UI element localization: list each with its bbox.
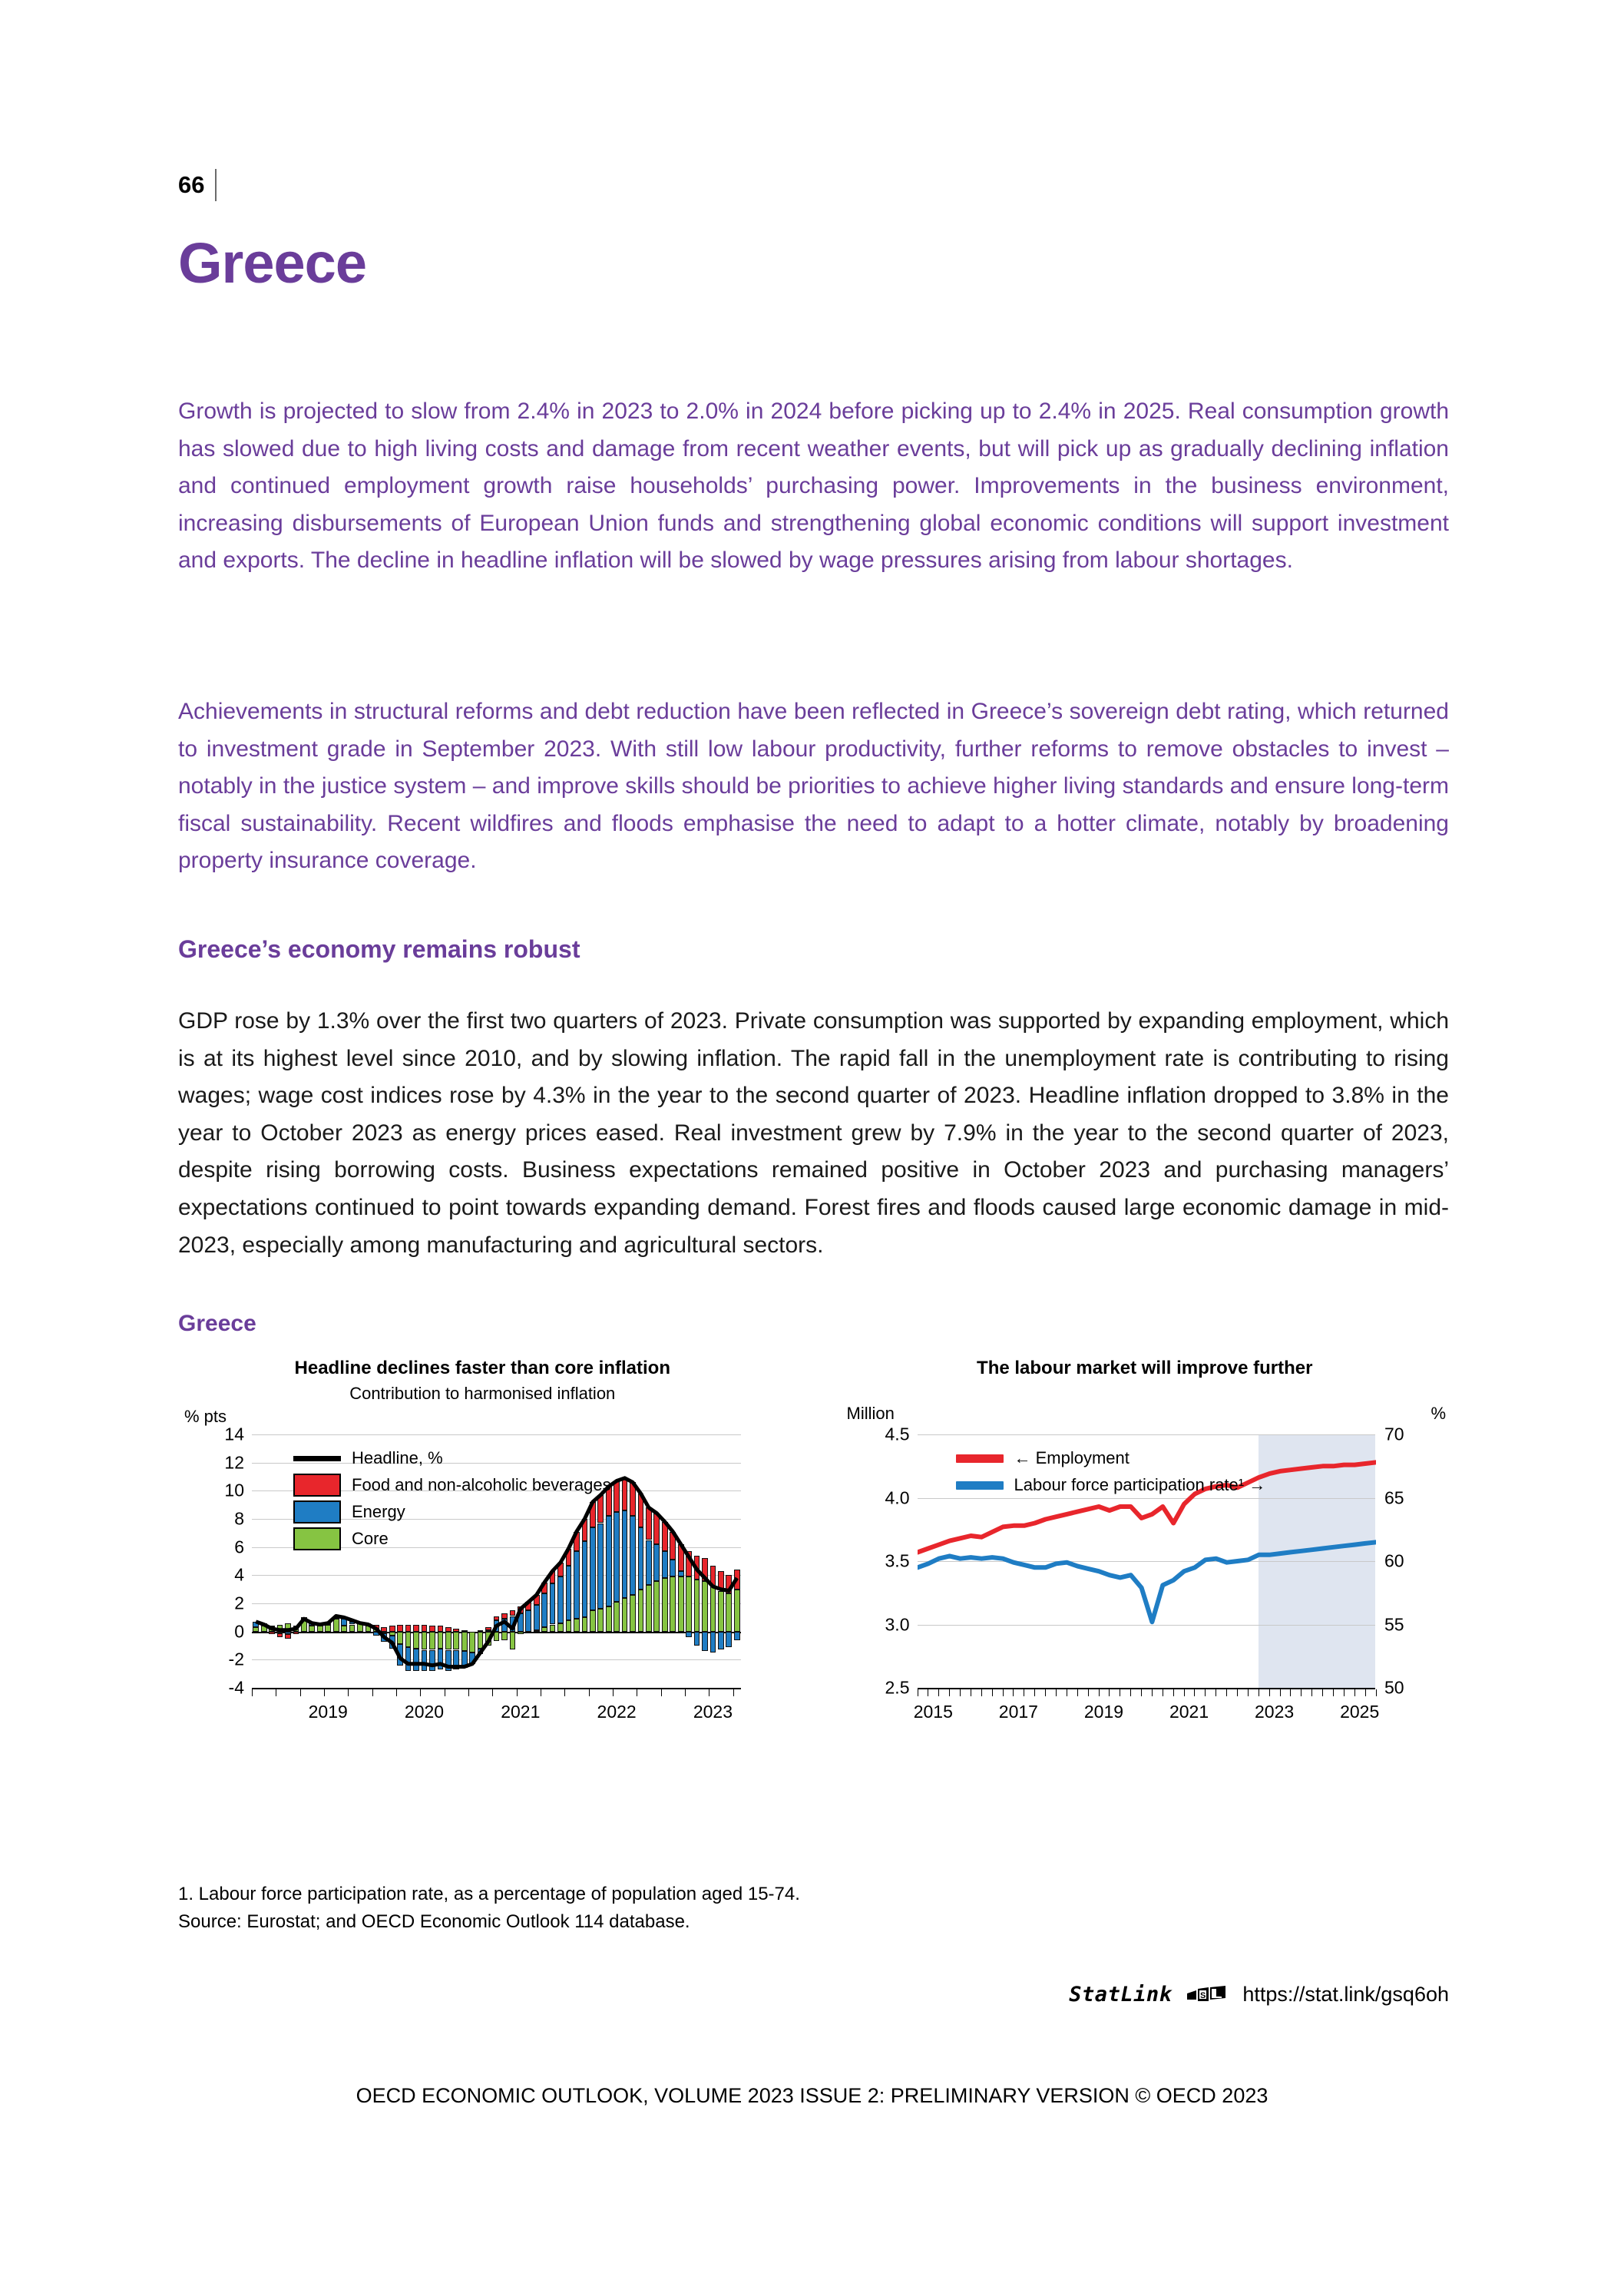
chart-inflation-legend <box>293 1448 611 1556</box>
x-axis-tick <box>1077 1689 1078 1696</box>
x-axis-tick <box>733 1689 734 1696</box>
chart-inflation-yunit: % pts <box>184 1407 227 1426</box>
y-axis-tick-label: -4 <box>228 1677 244 1698</box>
x-axis-tick <box>372 1689 373 1696</box>
legend-label: Labour force participation rate¹ → <box>1014 1475 1266 1494</box>
x-axis-tick <box>1013 1689 1014 1696</box>
x-axis-tick <box>1045 1689 1046 1696</box>
x-axis-tick-label: 2020 <box>404 1702 445 1722</box>
legend-item <box>956 1475 1266 1495</box>
x-axis-tick <box>1311 1689 1312 1696</box>
legend-line-swatch <box>293 1456 341 1461</box>
x-axis-tick-label: 2015 <box>913 1702 953 1722</box>
x-axis-tick <box>1248 1689 1249 1696</box>
x-axis-tick <box>517 1689 518 1696</box>
x-axis-tick <box>613 1689 614 1696</box>
page-number: 66 <box>178 171 205 198</box>
x-axis-tick <box>1365 1689 1366 1696</box>
intro-paragraph-1: Growth is projected to slow from 2.4% in 2023 to 2.0% in 2024 before picking up to 2.4% in 2025. Real consumption growth has slowed due to high living costs and damage from recent weather events, but will pick up as gradually declining inflation and continued employment growth raise households’ purchasing power. Improvements in the business environment, increasing disbursements of European Union funds and strengthening global economic conditions will support investment and exports. The decline in headline inflation will be slowed by wage pressures arising from labour shortages. <box>178 399 1449 574</box>
x-axis-tick <box>1205 1689 1206 1696</box>
x-axis-tick-label: 2021 <box>1169 1702 1209 1722</box>
legend-box-swatch <box>293 1500 341 1523</box>
x-axis-tick <box>468 1689 469 1696</box>
legend-line-swatch <box>956 1481 1004 1490</box>
legend-item <box>293 1475 611 1495</box>
x-axis-tick <box>1322 1689 1323 1696</box>
x-axis-tick <box>1130 1689 1131 1696</box>
y-axis-tick-label: 8 <box>234 1508 244 1529</box>
chart-inflation <box>178 1358 787 1803</box>
x-axis-tick <box>492 1689 493 1696</box>
x-axis-tick-label: 2017 <box>998 1702 1038 1722</box>
x-axis-tick <box>1237 1689 1238 1696</box>
y-axis-tick-label: 14 <box>224 1424 244 1444</box>
legend-label: ← Employment <box>1014 1448 1130 1467</box>
y-axis-right-tick-label: 65 <box>1384 1487 1404 1507</box>
svg-text:S: S <box>1200 1990 1206 2000</box>
x-axis-tick <box>348 1689 349 1696</box>
x-axis-tick <box>1173 1689 1174 1696</box>
x-axis-tick-label: 2023 <box>1255 1702 1295 1722</box>
figure-label: Greece <box>178 1311 256 1336</box>
legend-label: Headline, % <box>352 1448 443 1467</box>
legend-item <box>956 1448 1266 1468</box>
x-axis-tick <box>938 1689 939 1696</box>
figure-source: Source: Eurostat; and OECD Economic Outlook 114 database. <box>178 1911 690 1932</box>
statlink-url[interactable]: https://stat.link/gsq6oh <box>1242 1983 1449 2006</box>
legend-line-swatch <box>956 1454 1004 1463</box>
legend-box-swatch <box>293 1527 341 1550</box>
y-axis-tick-label: 6 <box>234 1537 244 1557</box>
y-axis-right-tick-label: 60 <box>1384 1550 1404 1571</box>
x-axis-tick <box>1280 1689 1281 1696</box>
x-axis-tick <box>1003 1689 1004 1696</box>
x-axis-tick <box>1333 1689 1334 1696</box>
x-axis-tick <box>589 1689 590 1696</box>
x-axis-tick <box>1141 1689 1142 1696</box>
y-axis-right-tick-label: 55 <box>1384 1614 1404 1634</box>
x-axis-tick <box>564 1689 565 1696</box>
chart-inflation-title: Headline declines faster than core inflation <box>294 1358 670 1378</box>
x-axis-tick <box>252 1689 253 1696</box>
x-axis-line <box>252 1688 741 1689</box>
x-axis-tick-label: 2025 <box>1340 1702 1380 1722</box>
chart-labour <box>841 1358 1450 1803</box>
x-axis-tick-label: 2021 <box>501 1702 541 1722</box>
figure-charts <box>178 1358 1449 1803</box>
x-axis-tick-label: 2023 <box>693 1702 733 1722</box>
x-axis-tick <box>661 1689 662 1696</box>
statlink[interactable] <box>1069 1983 1449 2007</box>
x-axis-tick-label: 2019 <box>1083 1702 1124 1722</box>
x-axis-tick <box>992 1689 993 1696</box>
x-axis-tick <box>1354 1689 1355 1696</box>
x-axis-tick-label: 2022 <box>597 1702 637 1722</box>
y-axis-right-tick-label: 50 <box>1384 1677 1404 1698</box>
chart-inflation-subtitle: Contribution to harmonised inflation <box>349 1384 616 1403</box>
y-axis-left-tick-label: 4.0 <box>885 1487 910 1507</box>
y-axis-tick-label: 10 <box>224 1480 244 1500</box>
x-axis-tick <box>949 1689 950 1696</box>
y-axis-tick-label: 2 <box>234 1593 244 1613</box>
x-axis-tick <box>1226 1689 1227 1696</box>
y-axis-tick-label: 12 <box>224 1452 244 1473</box>
x-axis-line <box>918 1688 1376 1689</box>
chart-labour-title: The labour market will improve further <box>977 1358 1313 1378</box>
statlink-label: StatLink <box>1069 1983 1173 2007</box>
x-axis-tick <box>1376 1689 1377 1696</box>
legend-item <box>293 1448 611 1468</box>
statlink-icon <box>1186 1984 1229 2006</box>
x-axis-tick <box>420 1689 421 1696</box>
legend-item <box>293 1529 611 1549</box>
x-axis-tick <box>1301 1689 1302 1696</box>
legend-item <box>293 1502 611 1522</box>
x-axis-tick <box>1269 1689 1270 1696</box>
legend-box-swatch <box>293 1474 341 1497</box>
legend-label: Core <box>352 1529 389 1548</box>
x-axis-tick <box>981 1689 982 1696</box>
x-axis-tick <box>1109 1689 1110 1696</box>
chart-labour-yunit-right: % <box>1431 1404 1446 1423</box>
y-axis-tick-label: -2 <box>228 1649 244 1669</box>
figure-notes <box>178 1881 800 1935</box>
x-axis-tick <box>1099 1689 1100 1696</box>
x-axis-tick <box>300 1689 301 1696</box>
x-axis-tick <box>1152 1689 1153 1696</box>
y-axis-tick-label: 4 <box>234 1564 244 1585</box>
x-axis-tick <box>1290 1689 1291 1696</box>
x-axis-tick <box>396 1689 397 1696</box>
x-axis-tick <box>1194 1689 1195 1696</box>
page-footer: OECD ECONOMIC OUTLOOK, VOLUME 2023 ISSUE 2: PRELIMINARY VERSION © OECD 2023 <box>356 2084 1268 2107</box>
x-axis-tick <box>685 1689 686 1696</box>
page-number-divider <box>215 169 217 201</box>
x-axis-tick <box>1344 1689 1345 1696</box>
y-axis-left-tick-label: 3.5 <box>885 1550 910 1571</box>
x-axis-tick <box>324 1689 325 1696</box>
x-axis-tick <box>1184 1689 1185 1696</box>
x-axis-tick-label: 2019 <box>308 1702 348 1722</box>
y-axis-left-tick-label: 2.5 <box>885 1677 910 1698</box>
y-axis-left-tick-label: 4.5 <box>885 1424 910 1444</box>
y-axis-tick-label: 0 <box>234 1621 244 1642</box>
figure-footnote: 1. Labour force participation rate, as a percentage of population aged 15-74. <box>178 1884 800 1904</box>
x-axis-tick <box>960 1689 961 1696</box>
x-axis-tick <box>1088 1689 1089 1696</box>
y-axis-left-tick-label: 3.0 <box>885 1614 910 1634</box>
chart-labour-legend <box>956 1448 1266 1502</box>
legend-label: Food and non-alcoholic beverages <box>352 1475 611 1494</box>
page-title: Greece <box>178 231 366 295</box>
chart-labour-yunit-left: Million <box>846 1404 895 1423</box>
x-axis-tick <box>1056 1689 1057 1696</box>
section-heading: Greece’s economy remains robust <box>178 935 580 963</box>
intro-paragraph-2: Achievements in structural reforms and debt reduction have been reflected in Greece’s sovereign debt rating, which returned to investment grade in September 2023. With still low labour productivity, further reforms to remove obstacles to invest – notably in the justice system – and improve skills should be priorities to achieve higher living standards and ensure long-term fiscal sustainability. Recent wildfires and floods emphasise the need to adapt to a hotter climate, notably by broadening property insurance coverage. <box>178 699 1449 874</box>
x-axis-tick <box>1034 1689 1035 1696</box>
legend-label: Energy <box>352 1502 405 1521</box>
page-number-row <box>178 169 217 201</box>
section-paragraph: GDP rose by 1.3% over the first two quarters of 2023. Private consumption was supported by expanding employment, which is at its highest level since 2010, and by slowing inflation. The rapid fall in the unemployment rate is contributing to rising wages; wage cost indices rose by 4.3% in the year to the second quarter of 2023. Headline inflation dropped to 3.8% in the year to October 2023 as energy prices eased. Real investment grew by 7.9% in the year to the second quarter of 2023, despite rising borrowing costs. Business expectations remained positive in October 2023 and purchasing managers’ expectations continued to point towards expanding demand. Forest fires and floods caused large economic damage in mid-2023, especially among manufacturing and agricultural sectors. <box>178 1008 1449 1258</box>
y-axis-right-tick-label: 70 <box>1384 1424 1404 1444</box>
